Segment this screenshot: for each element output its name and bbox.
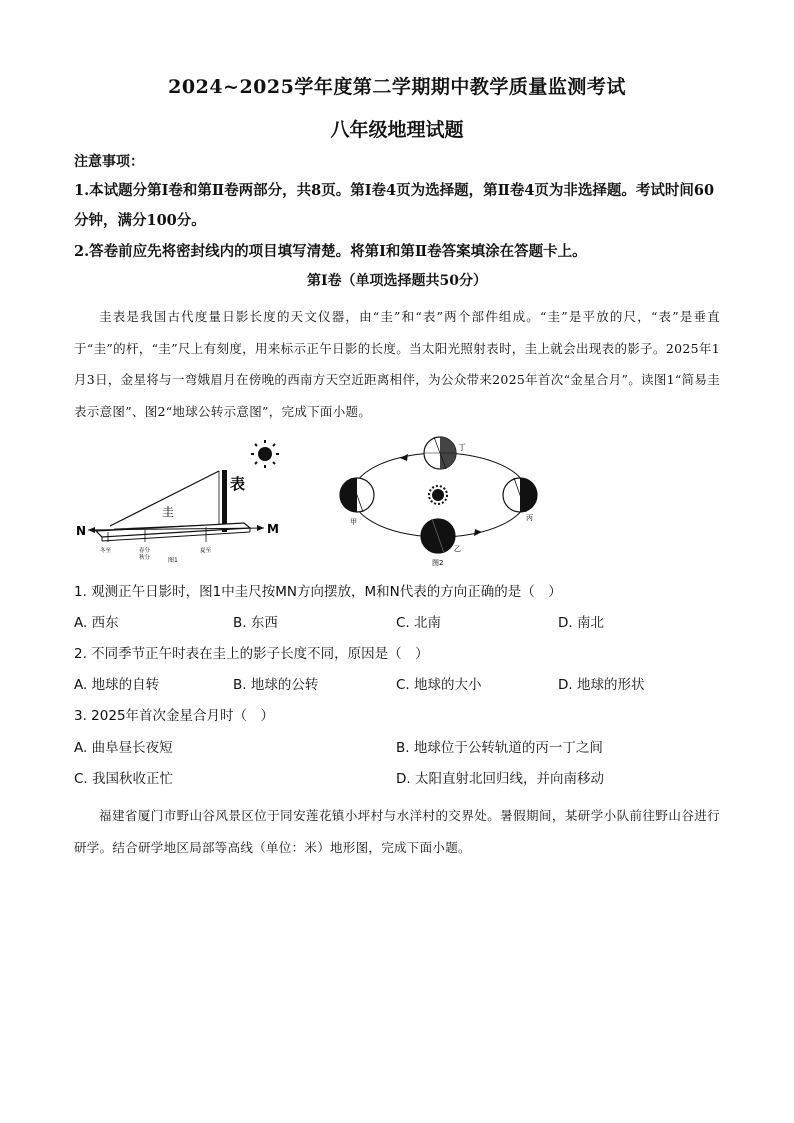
label-yi: 乙	[454, 545, 461, 553]
exam-title: 2024~2025学年度第二学期期中教学质量监测考试	[168, 76, 626, 98]
figure-2-caption: 图2	[432, 559, 444, 567]
q3-option-d[interactable]: D. 太阳直射北回归线，并向南移动	[396, 771, 604, 787]
figure-1-caption: 图1	[168, 557, 178, 564]
label-bing: 丙	[526, 514, 533, 522]
tick-summer-solstice: 夏至	[200, 548, 212, 554]
question-3-stem: 3. 2025年首次金星合月时（ ）	[74, 708, 275, 724]
q3-option-c[interactable]: C. 我国秋收正忙	[74, 771, 174, 787]
label-n: N	[76, 524, 87, 538]
earth-ding	[424, 437, 456, 469]
section-title: 第Ⅰ卷（单项选择题共50分）	[306, 273, 488, 289]
q2-option-b[interactable]: B. 地球的公转	[233, 677, 319, 693]
sun-icon	[251, 440, 279, 468]
tick-winter-solstice: 冬至	[100, 548, 112, 554]
q1-option-b[interactable]: B. 东西	[233, 615, 278, 631]
label-ding: 丁	[458, 443, 466, 452]
notice-heading: 注意事项：	[74, 154, 144, 170]
q1-option-a[interactable]: A. 西东	[74, 615, 119, 631]
biao-pole	[222, 470, 227, 532]
earth-bing	[503, 478, 537, 512]
question-1-stem: 1. 观测正午日影时，图1中圭尺按MN方向摆放，M和N代表的方向正确的是（ ）	[74, 584, 562, 600]
label-m: M	[267, 522, 279, 536]
passage-1: 圭表是我国古代度量日影长度的天文仪器，由“圭”和“表”两个部件组成。“圭”是平放的尺，“表”是垂直于“圭”的杆，“圭”尺上有刻度，用来标示正午日影的长度。当太阳光照射表时，圭上就会出现表的影子。2025年1月3日，金星将与一弯娥眉月在傍晚的西南方天空近距离相伴，为公众带来2025年首次“金星合月”。读图1“简易圭表示意图”、图2“地球公转示意图”，完成下面小题。	[74, 309, 720, 419]
figure-1-gnomon-diagram	[74, 432, 284, 572]
q2-option-a[interactable]: A. 地球的自转	[74, 677, 160, 693]
q1-option-d[interactable]: D. 南北	[558, 615, 604, 631]
label-gui: 圭	[162, 505, 175, 519]
q3-option-a[interactable]: A. 曲阜昼长夜短	[74, 740, 173, 756]
earth-jia	[340, 478, 374, 512]
earth-yi	[421, 519, 455, 553]
q2-option-d[interactable]: D. 地球的形状	[558, 677, 645, 693]
label-biao: 表	[230, 475, 246, 493]
tick-spring-equinox: 春分	[139, 548, 151, 554]
question-2-stem: 2. 不同季节正午时表在圭上的影子长度不同，原因是（ ）	[74, 646, 429, 662]
figure-2-earth-revolution	[330, 432, 554, 572]
tick-autumn-equinox: 秋分	[139, 555, 151, 561]
q1-option-c[interactable]: C. 北南	[396, 615, 442, 631]
sun-icon	[429, 486, 447, 504]
notice-item-2: 2.答卷前应先将密封线内的项目填写清楚。将第Ⅰ和第Ⅱ卷答案填涂在答题卡上。	[74, 243, 587, 260]
passage-2: 福建省厦门市野山谷风景区位于同安莲花镇小坪村与水洋村的交界处。暑假期间，某研学小队前往野山谷进行研学。结合研学地区局部等高线（单位：米）地形图，完成下面小题。	[74, 808, 720, 855]
exam-subtitle: 八年级地理试题	[330, 119, 464, 141]
notice-item-1: 1.本试题分第Ⅰ卷和第Ⅱ卷两部分，共8页。第Ⅰ卷4页为选择题，第Ⅱ卷4页为非选择题。考试时间60分钟，满分100分。	[74, 182, 715, 229]
q3-option-b[interactable]: B. 地球位于公转轨道的丙一丁之间	[396, 740, 603, 756]
label-jia: 甲	[350, 518, 357, 526]
q2-option-c[interactable]: C. 地球的大小	[396, 677, 482, 693]
